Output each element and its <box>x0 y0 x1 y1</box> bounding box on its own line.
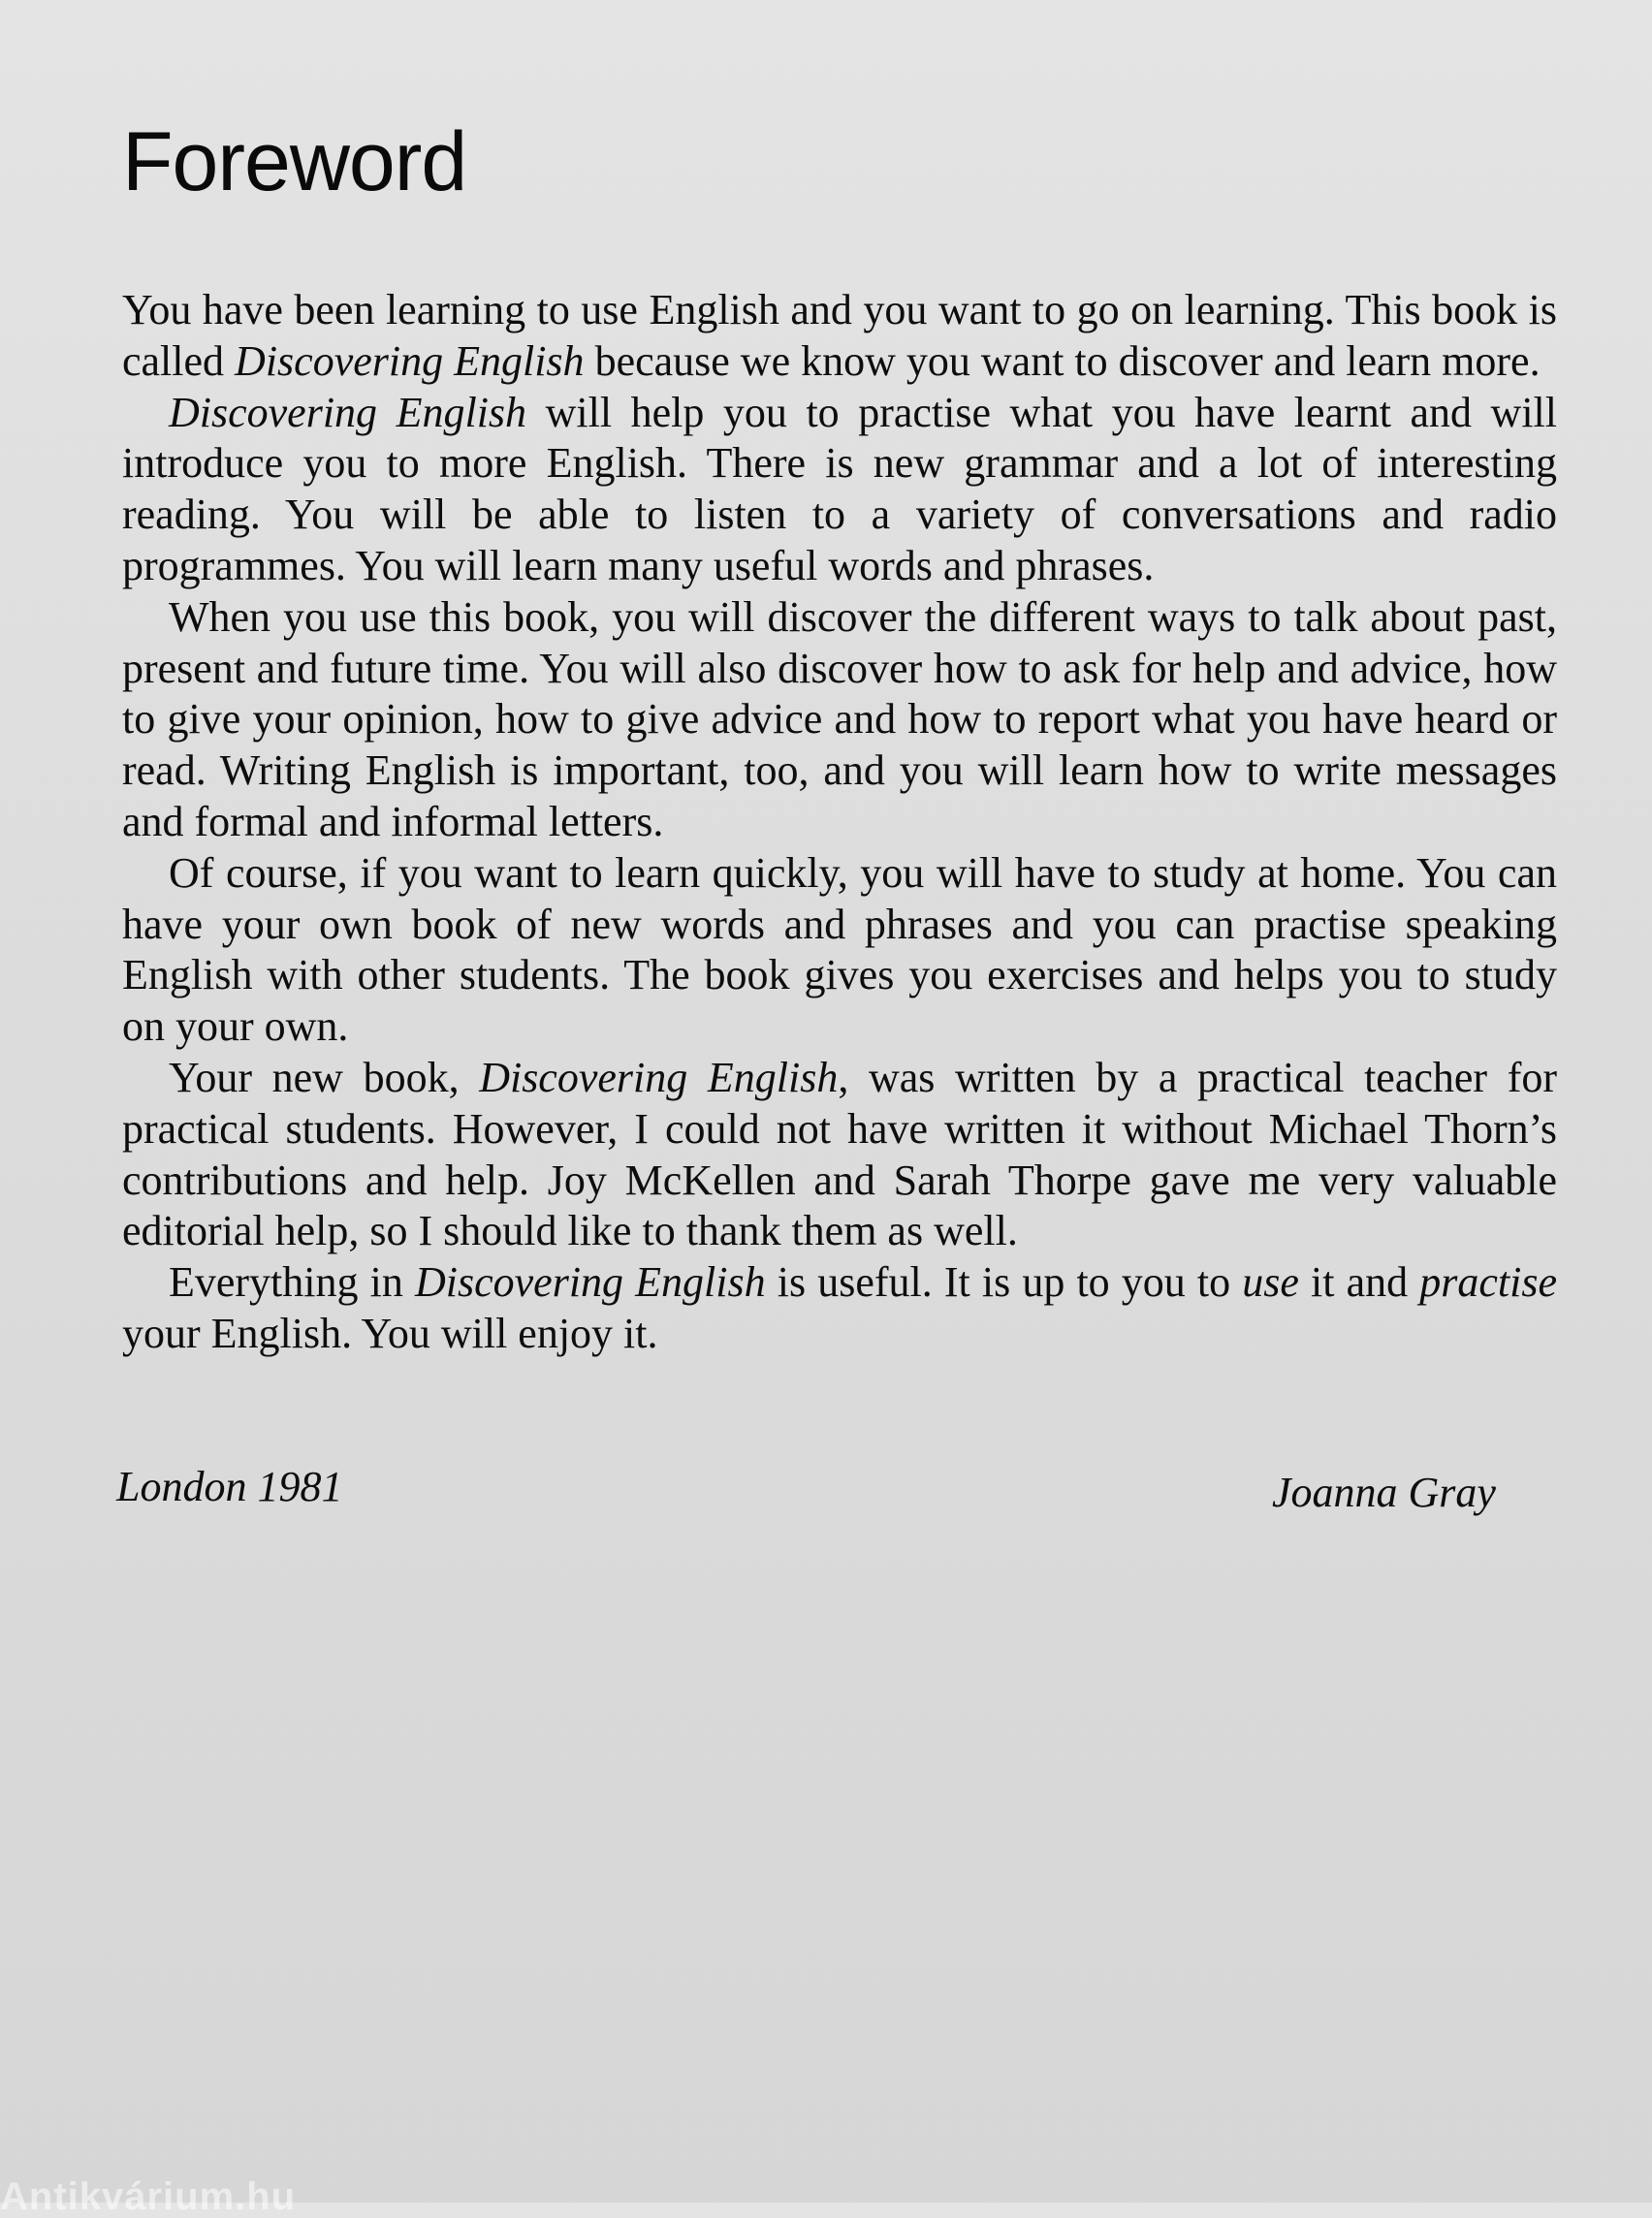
text-run: your English. You will enjoy it. <box>122 1309 658 1357</box>
paragraph-3 <box>122 592 1557 848</box>
paragraph-5 <box>122 1053 1557 1257</box>
text-run: You have been learning to use English and you want to go on learning. This book is called <box>122 286 1557 385</box>
italic-run: Discovering English <box>479 1053 839 1101</box>
italic-run: practise <box>1419 1258 1558 1307</box>
text-run: it and <box>1298 1258 1420 1307</box>
italic-run: use <box>1242 1258 1299 1307</box>
text-run: will help you to practise what you have learnt and will introduce you to more English. There is new grammar and a lot of interesting reading. You will be able to listen to a variety of conversations and radio programmes. You will learn many useful words and phrases. <box>122 388 1558 589</box>
text-run: Your new book, <box>169 1053 480 1101</box>
text-run: Of course, if you want to learn quickly, you will have to study at home. You can have your own book of new words and phrases and you can practise speaking English with other students. The book gives you exercises and helps you to study on your own. <box>122 848 1557 1051</box>
text-run: because we know you want to discover and learn more. <box>584 336 1541 385</box>
text-run: Everything in <box>169 1258 415 1307</box>
italic-run: Discovering English <box>414 1258 766 1307</box>
page-title: Foreword <box>122 115 467 208</box>
text-run: When you use this book, you will discover the different ways to talk about past, present and future time. You will also discover how to ask for help and advice, how to give your opinion, how to give advice and how to report what you have heard or read. Writing English is important, too, and you will learn how to write messages and formal and informal letters. <box>122 592 1557 845</box>
paragraph-2 <box>122 388 1557 592</box>
text-run: is useful. It is up to you to <box>765 1258 1243 1307</box>
place-and-date: London 1981 <box>116 1463 343 1510</box>
foreword-body <box>122 285 1557 1360</box>
paragraph-6 <box>122 1257 1557 1360</box>
paragraph-4 <box>122 848 1557 1053</box>
watermark: Antikvárium.hu <box>0 2175 297 2218</box>
italic-run: Discovering English <box>235 336 585 385</box>
paragraph-1 <box>122 285 1557 388</box>
italic-run: Discovering English <box>169 388 527 436</box>
text-run: , was written by a practical teacher for practical students. However, I could not have written it without Michael Thorn’s contributions and help. Joy McKellen and Sarah Thorpe gave me very valuable editorial help, so I should like to thank them as well. <box>122 1053 1557 1255</box>
author-signature: Joanna Gray <box>1272 1469 1496 1516</box>
